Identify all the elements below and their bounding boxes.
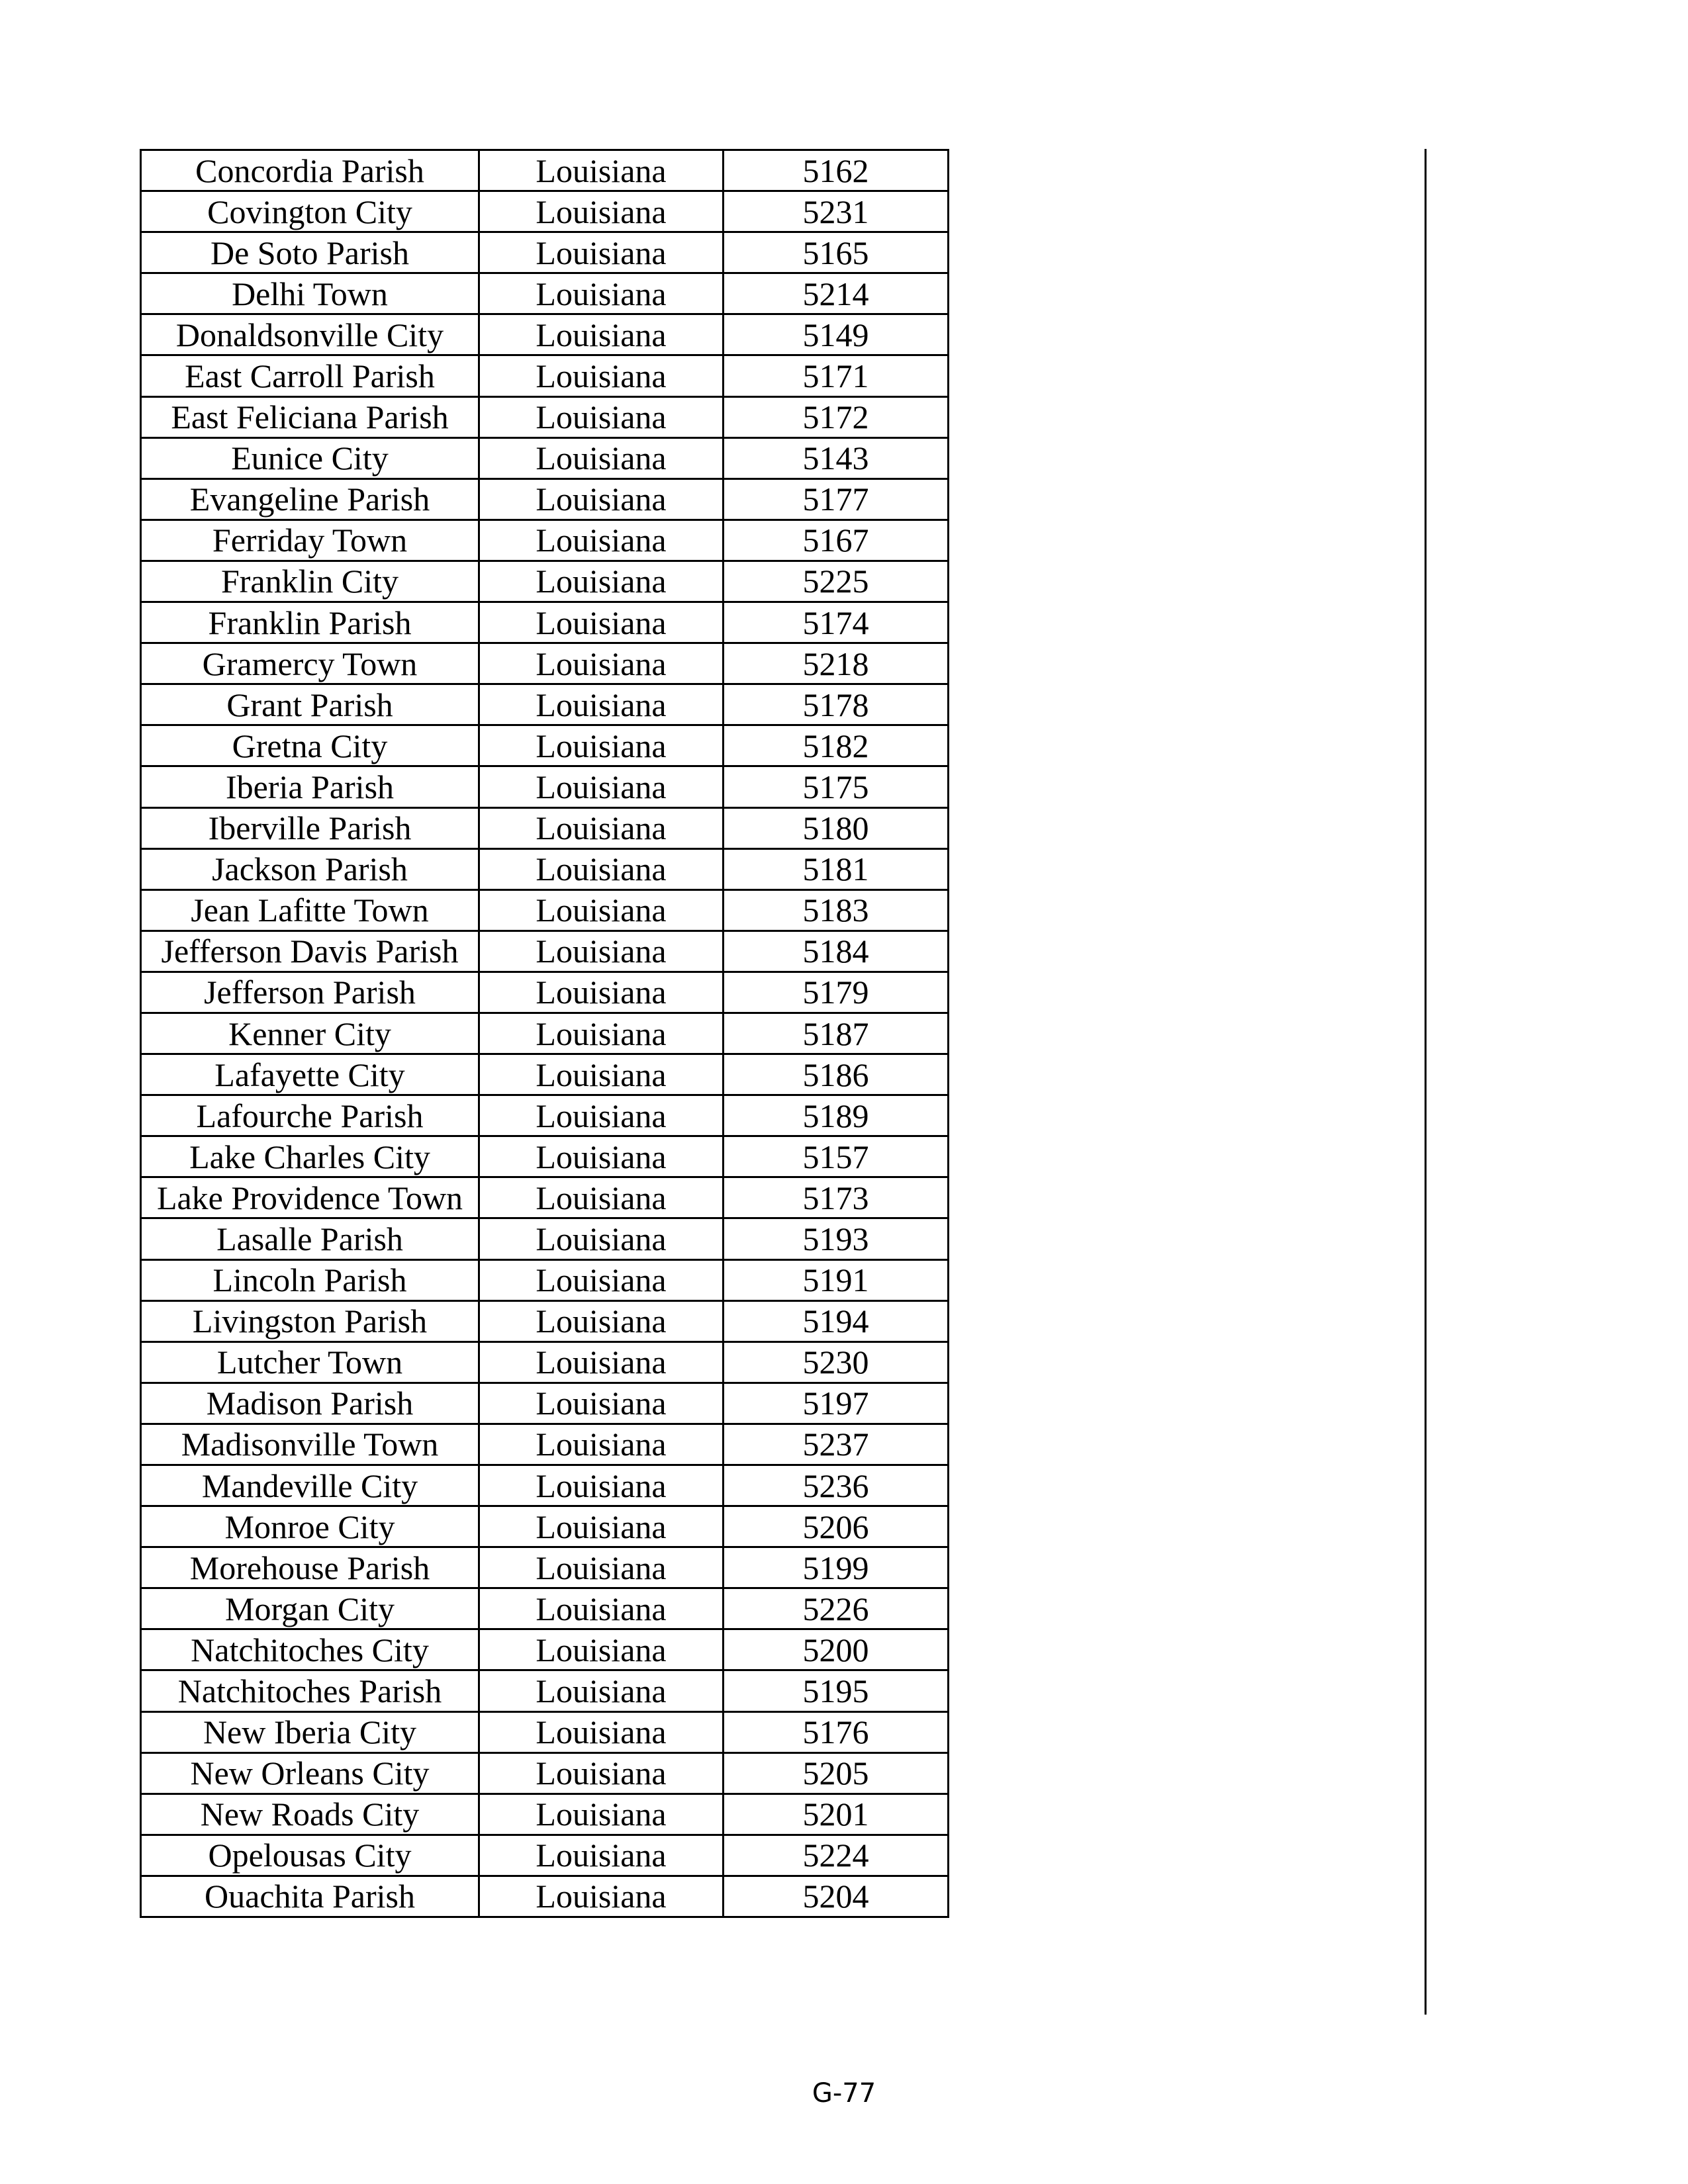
- state-cell: Louisiana: [479, 807, 724, 848]
- jurisdiction-name-cell: Jefferson Parish: [141, 972, 479, 1013]
- table-row: [141, 1300, 949, 1342]
- state-cell: Louisiana: [479, 889, 724, 931]
- jurisdiction-name-cell: Lafayette City: [141, 1054, 479, 1095]
- table-row: [141, 1794, 949, 1835]
- table-row: [141, 232, 949, 273]
- state-cell: Louisiana: [479, 1259, 724, 1300]
- jurisdiction-name-cell: De Soto Parish: [141, 232, 479, 273]
- code-cell: 5177: [724, 478, 949, 520]
- page-number: G-77: [812, 2078, 876, 2109]
- jurisdiction-name-cell: Ouachita Parish: [141, 1876, 479, 1917]
- code-cell: 5225: [724, 561, 949, 602]
- table-row: [141, 437, 949, 478]
- table-row: [141, 520, 949, 561]
- jurisdiction-name-cell: Franklin City: [141, 561, 479, 602]
- jurisdiction-name-cell: Jean Lafitte Town: [141, 889, 479, 931]
- table-body: [141, 150, 949, 1917]
- code-cell: 5149: [724, 314, 949, 355]
- state-cell: Louisiana: [479, 1670, 724, 1711]
- state-cell: Louisiana: [479, 1506, 724, 1547]
- jurisdiction-name-cell: Eunice City: [141, 437, 479, 478]
- state-cell: Louisiana: [479, 1876, 724, 1917]
- state-cell: Louisiana: [479, 1794, 724, 1835]
- table-row: [141, 931, 949, 972]
- state-cell: Louisiana: [479, 561, 724, 602]
- state-cell: Louisiana: [479, 1013, 724, 1054]
- table-row: [141, 1013, 949, 1054]
- state-cell: Louisiana: [479, 848, 724, 889]
- table-row: [141, 561, 949, 602]
- table-row: [141, 314, 949, 355]
- code-cell: 5187: [724, 1013, 949, 1054]
- table-row: [141, 1054, 949, 1095]
- state-cell: Louisiana: [479, 1136, 724, 1177]
- code-cell: 5204: [724, 1876, 949, 1917]
- code-cell: 5180: [724, 807, 949, 848]
- jurisdiction-name-cell: Gramercy Town: [141, 643, 479, 684]
- code-cell: 5191: [724, 1259, 949, 1300]
- jurisdiction-name-cell: Jackson Parish: [141, 848, 479, 889]
- state-cell: Louisiana: [479, 931, 724, 972]
- state-cell: Louisiana: [479, 1300, 724, 1342]
- jurisdiction-name-cell: Lincoln Parish: [141, 1259, 479, 1300]
- table-row: [141, 478, 949, 520]
- jurisdiction-name-cell: Kenner City: [141, 1013, 479, 1054]
- table-row: [141, 602, 949, 643]
- code-cell: 5186: [724, 1054, 949, 1095]
- jurisdiction-name-cell: Mandeville City: [141, 1465, 479, 1506]
- jurisdiction-name-cell: Franklin Parish: [141, 602, 479, 643]
- code-cell: 5218: [724, 643, 949, 684]
- jurisdiction-name-cell: Iberville Parish: [141, 807, 479, 848]
- jurisdiction-name-cell: Jefferson Davis Parish: [141, 931, 479, 972]
- jurisdiction-name-cell: Lake Providence Town: [141, 1177, 479, 1218]
- state-cell: Louisiana: [479, 1711, 724, 1752]
- table-row: [141, 273, 949, 314]
- code-cell: 5178: [724, 684, 949, 725]
- table-row: [141, 766, 949, 807]
- state-cell: Louisiana: [479, 725, 724, 766]
- jurisdiction-name-cell: New Orleans City: [141, 1752, 479, 1794]
- code-cell: 5205: [724, 1752, 949, 1794]
- jurisdiction-name-cell: Opelousas City: [141, 1835, 479, 1876]
- state-cell: Louisiana: [479, 1177, 724, 1218]
- jurisdiction-name-cell: Lafourche Parish: [141, 1095, 479, 1136]
- jurisdiction-name-cell: Lutcher Town: [141, 1342, 479, 1383]
- code-cell: 5189: [724, 1095, 949, 1136]
- code-cell: 5237: [724, 1424, 949, 1465]
- jurisdiction-name-cell: Madison Parish: [141, 1383, 479, 1424]
- code-cell: 5226: [724, 1588, 949, 1629]
- state-cell: Louisiana: [479, 396, 724, 437]
- code-cell: 5165: [724, 232, 949, 273]
- table-row: [141, 1177, 949, 1218]
- code-cell: 5195: [724, 1670, 949, 1711]
- code-cell: 5179: [724, 972, 949, 1013]
- state-cell: Louisiana: [479, 1383, 724, 1424]
- code-cell: 5200: [724, 1629, 949, 1670]
- table-row: [141, 1342, 949, 1383]
- table-row: [141, 889, 949, 931]
- code-cell: 5236: [724, 1465, 949, 1506]
- jurisdiction-name-cell: Delhi Town: [141, 273, 479, 314]
- state-cell: Louisiana: [479, 1342, 724, 1383]
- code-cell: 5182: [724, 725, 949, 766]
- table-row: [141, 1259, 949, 1300]
- right-margin-rule: [1425, 149, 1427, 2015]
- code-cell: 5214: [724, 273, 949, 314]
- jurisdiction-name-cell: Madisonville Town: [141, 1424, 479, 1465]
- table-row: [141, 150, 949, 191]
- state-cell: Louisiana: [479, 520, 724, 561]
- jurisdiction-table: [140, 149, 949, 1918]
- jurisdiction-name-cell: East Feliciana Parish: [141, 396, 479, 437]
- jurisdiction-name-cell: Covington City: [141, 191, 479, 232]
- code-cell: 5175: [724, 766, 949, 807]
- code-cell: 5183: [724, 889, 949, 931]
- state-cell: Louisiana: [479, 643, 724, 684]
- jurisdiction-name-cell: New Iberia City: [141, 1711, 479, 1752]
- code-cell: 5194: [724, 1300, 949, 1342]
- state-cell: Louisiana: [479, 684, 724, 725]
- code-cell: 5176: [724, 1711, 949, 1752]
- table-row: [141, 1095, 949, 1136]
- table-row: [141, 1465, 949, 1506]
- state-cell: Louisiana: [479, 1547, 724, 1588]
- table-row: [141, 684, 949, 725]
- state-cell: Louisiana: [479, 1218, 724, 1259]
- table-row: [141, 643, 949, 684]
- jurisdiction-name-cell: New Roads City: [141, 1794, 479, 1835]
- state-cell: Louisiana: [479, 1629, 724, 1670]
- table-row: [141, 1506, 949, 1547]
- table-row: [141, 1752, 949, 1794]
- table-row: [141, 1588, 949, 1629]
- jurisdiction-name-cell: Monroe City: [141, 1506, 479, 1547]
- table-row: [141, 1835, 949, 1876]
- code-cell: 5201: [724, 1794, 949, 1835]
- state-cell: Louisiana: [479, 150, 724, 191]
- table-row: [141, 191, 949, 232]
- code-cell: 5157: [724, 1136, 949, 1177]
- code-cell: 5199: [724, 1547, 949, 1588]
- jurisdiction-name-cell: Lasalle Parish: [141, 1218, 479, 1259]
- code-cell: 5206: [724, 1506, 949, 1547]
- code-cell: 5197: [724, 1383, 949, 1424]
- code-cell: 5162: [724, 150, 949, 191]
- jurisdiction-name-cell: Morgan City: [141, 1588, 479, 1629]
- table-row: [141, 1218, 949, 1259]
- code-cell: 5143: [724, 437, 949, 478]
- code-cell: 5171: [724, 355, 949, 396]
- jurisdiction-name-cell: Natchitoches Parish: [141, 1670, 479, 1711]
- table-row: [141, 725, 949, 766]
- table-row: [141, 1383, 949, 1424]
- code-cell: 5224: [724, 1835, 949, 1876]
- state-cell: Louisiana: [479, 1465, 724, 1506]
- table-row: [141, 396, 949, 437]
- state-cell: Louisiana: [479, 437, 724, 478]
- code-cell: 5184: [724, 931, 949, 972]
- table-row: [141, 972, 949, 1013]
- code-cell: 5193: [724, 1218, 949, 1259]
- state-cell: Louisiana: [479, 1054, 724, 1095]
- state-cell: Louisiana: [479, 355, 724, 396]
- table-row: [141, 807, 949, 848]
- jurisdiction-name-cell: Iberia Parish: [141, 766, 479, 807]
- jurisdiction-name-cell: Morehouse Parish: [141, 1547, 479, 1588]
- jurisdiction-name-cell: Ferriday Town: [141, 520, 479, 561]
- code-cell: 5172: [724, 396, 949, 437]
- jurisdiction-name-cell: Donaldsonville City: [141, 314, 479, 355]
- jurisdiction-name-cell: Gretna City: [141, 725, 479, 766]
- table-row: [141, 848, 949, 889]
- table-row: [141, 1711, 949, 1752]
- state-cell: Louisiana: [479, 602, 724, 643]
- code-cell: 5174: [724, 602, 949, 643]
- jurisdiction-name-cell: East Carroll Parish: [141, 355, 479, 396]
- state-cell: Louisiana: [479, 1835, 724, 1876]
- jurisdiction-name-cell: Natchitoches City: [141, 1629, 479, 1670]
- state-cell: Louisiana: [479, 1752, 724, 1794]
- table-row: [141, 1136, 949, 1177]
- state-cell: Louisiana: [479, 191, 724, 232]
- state-cell: Louisiana: [479, 1588, 724, 1629]
- table-row: [141, 1670, 949, 1711]
- code-cell: 5181: [724, 848, 949, 889]
- state-cell: Louisiana: [479, 232, 724, 273]
- table-row: [141, 355, 949, 396]
- code-cell: 5167: [724, 520, 949, 561]
- state-cell: Louisiana: [479, 273, 724, 314]
- state-cell: Louisiana: [479, 314, 724, 355]
- table-row: [141, 1547, 949, 1588]
- code-cell: 5230: [724, 1342, 949, 1383]
- code-cell: 5231: [724, 191, 949, 232]
- table-row: [141, 1876, 949, 1917]
- state-cell: Louisiana: [479, 972, 724, 1013]
- table-row: [141, 1424, 949, 1465]
- state-cell: Louisiana: [479, 1424, 724, 1465]
- state-cell: Louisiana: [479, 1095, 724, 1136]
- table-row: [141, 1629, 949, 1670]
- jurisdiction-name-cell: Concordia Parish: [141, 150, 479, 191]
- code-cell: 5173: [724, 1177, 949, 1218]
- jurisdiction-name-cell: Grant Parish: [141, 684, 479, 725]
- state-cell: Louisiana: [479, 766, 724, 807]
- jurisdiction-name-cell: Livingston Parish: [141, 1300, 479, 1342]
- jurisdiction-name-cell: Lake Charles City: [141, 1136, 479, 1177]
- jurisdiction-name-cell: Evangeline Parish: [141, 478, 479, 520]
- state-cell: Louisiana: [479, 478, 724, 520]
